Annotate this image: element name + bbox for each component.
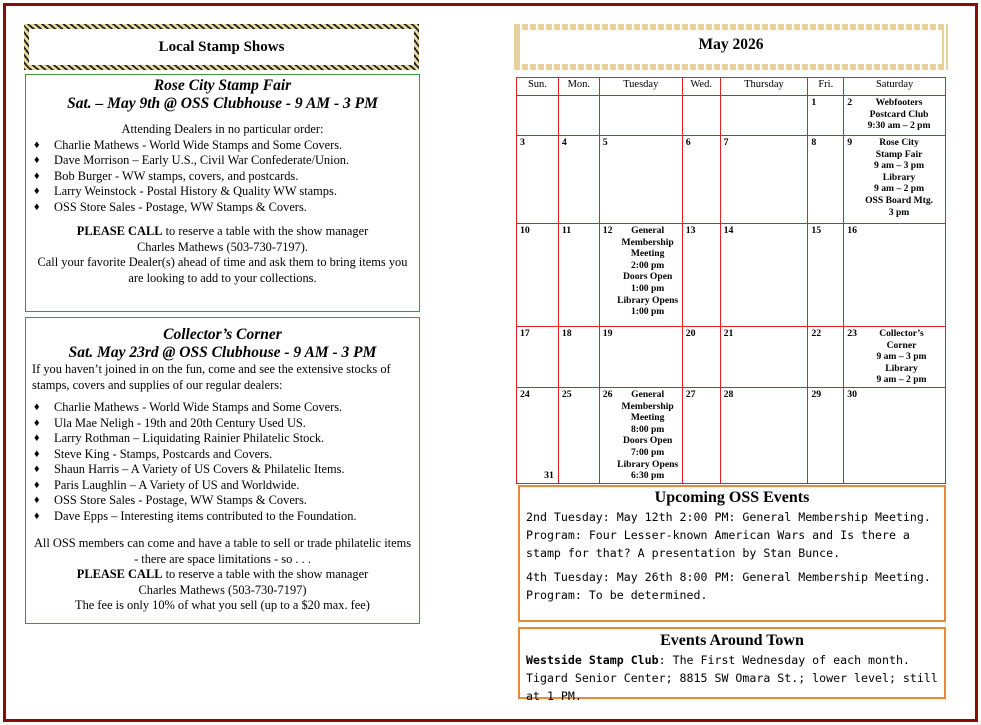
weekday-1: Mon.	[558, 78, 599, 96]
day-number: 26	[602, 388, 613, 400]
calendar-day	[517, 224, 559, 327]
day-number: 9	[847, 137, 853, 148]
members-note: All OSS members can come and have a table to sell or trade philatelic items - there are space limitations - so . . .	[33, 536, 412, 566]
event-line: Library Opens	[617, 294, 679, 306]
day-number: 23	[847, 328, 857, 339]
calendar-day	[558, 224, 599, 327]
calendar-day	[844, 327, 946, 388]
event-line: Postcard Club	[869, 108, 929, 120]
calendar-week	[517, 224, 946, 327]
event-line: Meeting	[630, 248, 665, 260]
calendar-day	[599, 327, 682, 388]
dealer-item: ♦ Dave Epps – Interesting items contributed to the Foundation.	[32, 509, 413, 525]
calendar-day	[517, 387, 559, 483]
location-line: Tigard Senior Center; 8815 SW Omara St.; lower level; still at 1 PM.	[526, 671, 938, 703]
calendar-day	[558, 96, 599, 136]
day-number: 13	[685, 225, 696, 236]
calendar-day	[558, 136, 599, 224]
day-number: 17	[520, 328, 530, 339]
upcoming-line: 2nd Tuesday: May 12th 2:00 PM: General Membership Meeting.	[526, 510, 931, 524]
calendar-day	[599, 136, 682, 224]
event-line: 1:00 pm	[630, 306, 665, 318]
day-number: 4	[561, 137, 567, 148]
calendar-day	[720, 224, 808, 327]
upcoming-events-box	[518, 485, 946, 622]
dealer-item: ♦ Steve King - Stamps, Postcards and Covers.	[32, 447, 413, 463]
event-line: Collector’s	[879, 328, 924, 339]
event-line: Library	[885, 362, 918, 374]
day-number: 1	[811, 97, 817, 108]
reserve-text: to reserve a table with the show manager	[162, 224, 369, 238]
calendar-title: May 2026	[698, 36, 764, 53]
calendar-day	[720, 136, 808, 224]
calendar-day	[599, 96, 682, 136]
event-line: 7:00 pm	[630, 446, 665, 458]
dealer-item: ♦ Paris Laughlin – A Variety of US and Worldwide.	[32, 478, 413, 494]
event-line: Webfooters	[875, 97, 923, 108]
event-line: 2:00 pm	[630, 259, 665, 271]
upcoming-line: Program: To be determined.	[526, 588, 708, 602]
day-number: 2	[847, 97, 853, 108]
upcoming-line: Program: Four Lesser-known American Wars and Is there a stamp for that? A presentation by Stan Bunce.	[526, 528, 910, 560]
please-call-label: PLEASE CALL	[76, 224, 163, 238]
day-event	[861, 328, 942, 386]
day-number: 22	[811, 328, 822, 339]
calendar-weekday-row	[517, 78, 946, 96]
event-line: Library Opens	[617, 458, 679, 470]
event-line: 9 am – 3 pm	[874, 160, 925, 172]
calendar-day	[720, 327, 808, 388]
event-line: 9 am – 2 pm	[874, 183, 925, 195]
weekday-2: Tuesday	[599, 78, 682, 96]
day-number: 5	[602, 137, 608, 148]
calendar-day	[682, 136, 720, 224]
day-number: 18	[561, 328, 572, 339]
day-number: 30	[847, 388, 857, 400]
weekday-5: Fri.	[808, 78, 844, 96]
day-number: 11	[561, 225, 572, 236]
dealer-list	[32, 400, 413, 524]
event-line: Doors Open	[622, 435, 673, 447]
event-subtitle: Sat. – May 9th @ OSS Clubhouse - 9 AM - 3 PM	[67, 95, 378, 112]
calendar-day	[720, 387, 808, 483]
calendar-table	[516, 77, 946, 484]
day-number: 19	[602, 328, 613, 339]
calendar-day	[808, 224, 844, 327]
calendar-week	[517, 136, 946, 224]
day-number: 20	[685, 328, 696, 339]
event-line: Stamp Fair	[875, 148, 923, 160]
calendar-day	[808, 327, 844, 388]
day-number: 28	[723, 388, 734, 400]
event-line: 9:30 am – 2 pm	[867, 120, 931, 132]
club-name: Westside Stamp Club	[526, 653, 659, 667]
event-line: Corner	[886, 339, 917, 351]
fee-note: The fee is only 10% of what you sell (up to a $20 max. fee)	[75, 598, 370, 612]
day-number: 12	[602, 225, 613, 236]
event-line: OSS Board Mtg.	[865, 194, 934, 206]
dealer-item: ♦ Dave Morrison – Early U.S., Civil War Confederate/Union.	[32, 153, 413, 169]
dealer-item: ♦ Larry Rothman – Liquidating Rainier Philatelic Stock.	[32, 431, 413, 447]
dealer-item: ♦ Charlie Mathews - World Wide Stamps and Some Covers.	[32, 400, 413, 416]
day-number: 21	[723, 328, 734, 339]
event-line: 3 pm	[888, 206, 910, 218]
event-line: Meeting	[630, 412, 665, 424]
calendar-day	[844, 136, 946, 224]
calendar-day	[808, 136, 844, 224]
dealers-intro: Attending Dealers in no particular order:	[121, 122, 324, 136]
dealer-item: ♦ Shaun Harris – A Variety of US Covers & Philatelic Items.	[32, 462, 413, 478]
event-line: Rose City	[879, 137, 919, 148]
day-event	[617, 225, 679, 318]
day-number: 3	[520, 137, 525, 148]
day-number: 27	[685, 388, 696, 400]
day-number: 15	[811, 225, 822, 236]
dealer-item: ♦ Larry Weinstock - Postal History & Quality WW stamps.	[32, 184, 413, 200]
event-line: Doors Open	[622, 271, 673, 283]
day-number: 10	[520, 225, 530, 236]
local-stamp-shows-header	[24, 24, 419, 70]
calendar-day	[599, 224, 682, 327]
dealer-item: ♦ OSS Store Sales - Postage, WW Stamps & Covers.	[32, 493, 413, 509]
dealer-list	[32, 138, 413, 216]
reserve-text: to reserve a table with the show manager	[162, 567, 369, 581]
day-number: 16	[847, 225, 857, 236]
upcoming-line: 4th Tuesday: May 26th 8:00 PM: General Membership Meeting.	[526, 570, 931, 584]
calendar-day	[844, 96, 946, 136]
dealer-item: ♦ Bob Burger - WW stamps, covers, and postcards.	[32, 169, 413, 185]
contact: Charles Mathews (503-730-7197).	[136, 239, 309, 254]
weekday-4: Thursday	[720, 78, 808, 96]
dealers-intro: If you haven’t joined in on the fun, come and see the extensive stocks of stamps, covers and supplies of our regular dealers:	[32, 362, 391, 392]
event-line: 9 am – 3 pm	[876, 351, 927, 363]
calendar-day	[682, 327, 720, 388]
contact: Charles Mathews (503-730-7197)	[138, 582, 307, 597]
calendar-day	[517, 136, 559, 224]
calendar-day	[720, 96, 808, 136]
calendar-day	[517, 96, 559, 136]
around-town-title: Events Around Town	[660, 632, 804, 649]
club-text: : The First Wednesday of each month.	[658, 653, 910, 667]
calendar-day	[599, 387, 682, 483]
club-line	[526, 651, 938, 669]
calendar-week	[517, 96, 946, 136]
day-number: 24	[520, 388, 530, 400]
day-event	[856, 97, 942, 132]
event-line: Membership	[621, 400, 674, 412]
calendar-day	[844, 387, 946, 483]
calendar-day	[808, 96, 844, 136]
calendar-day	[558, 327, 599, 388]
section-title: Local Stamp Shows	[158, 38, 285, 55]
calendar-week	[517, 387, 946, 483]
calendar-day	[682, 387, 720, 483]
calendar-day	[808, 387, 844, 483]
upcoming-title: Upcoming OSS Events	[654, 489, 810, 506]
event-line: 1:00 pm	[630, 282, 665, 294]
day-event	[856, 137, 942, 218]
day-event	[617, 389, 679, 482]
dealer-item: ♦ Ula Mae Neligh - 19th and 20th Century Used US.	[32, 416, 413, 432]
please-call-label: PLEASE CALL	[76, 567, 163, 581]
event-line: Membership	[621, 236, 674, 248]
weekday-6: Saturday	[844, 78, 946, 96]
event-title: Rose City Stamp Fair	[153, 77, 292, 94]
calendar-day	[682, 96, 720, 136]
event-line: 8:00 pm	[630, 423, 665, 435]
dealer-item: ♦ OSS Store Sales - Postage, WW Stamps & Covers.	[32, 200, 413, 216]
collectors-corner-box	[25, 317, 420, 624]
event-subtitle: Sat. May 23rd @ OSS Clubhouse - 9 AM - 3 PM	[68, 344, 377, 361]
day-number: 31	[544, 469, 554, 481]
event-line: 9 am – 2 pm	[876, 374, 927, 386]
day-number: 6	[685, 137, 691, 148]
day-number: 7	[723, 137, 729, 148]
event-line: General	[631, 388, 665, 400]
calendar-header	[514, 24, 948, 70]
reserve-note	[32, 567, 413, 583]
dealer-item: ♦ Charlie Mathews - World Wide Stamps and Some Covers.	[32, 138, 413, 154]
day-number: 29	[811, 388, 822, 400]
event-line: 6:30 pm	[630, 470, 665, 482]
event-title: Collector’s Corner	[163, 326, 282, 343]
calendar-week	[517, 327, 946, 388]
day-number: 25	[561, 388, 572, 400]
call-note: Call your favorite Dealer(s) ahead of time and ask them to bring items you are looking to add to your collections.	[37, 255, 408, 285]
day-number: 14	[723, 225, 734, 236]
event-line: Library	[882, 171, 916, 183]
weekday-3: Wed.	[682, 78, 720, 96]
calendar-day	[558, 387, 599, 483]
event-line: General	[631, 225, 665, 236]
events-around-town-box	[518, 627, 946, 703]
reserve-note	[32, 224, 413, 240]
calendar-day	[517, 327, 559, 388]
day-number: 8	[811, 137, 817, 148]
calendar-day	[682, 224, 720, 327]
calendar-day	[844, 224, 946, 327]
weekday-0: Sun.	[517, 78, 559, 96]
rose-city-stamp-fair-box	[25, 74, 420, 312]
